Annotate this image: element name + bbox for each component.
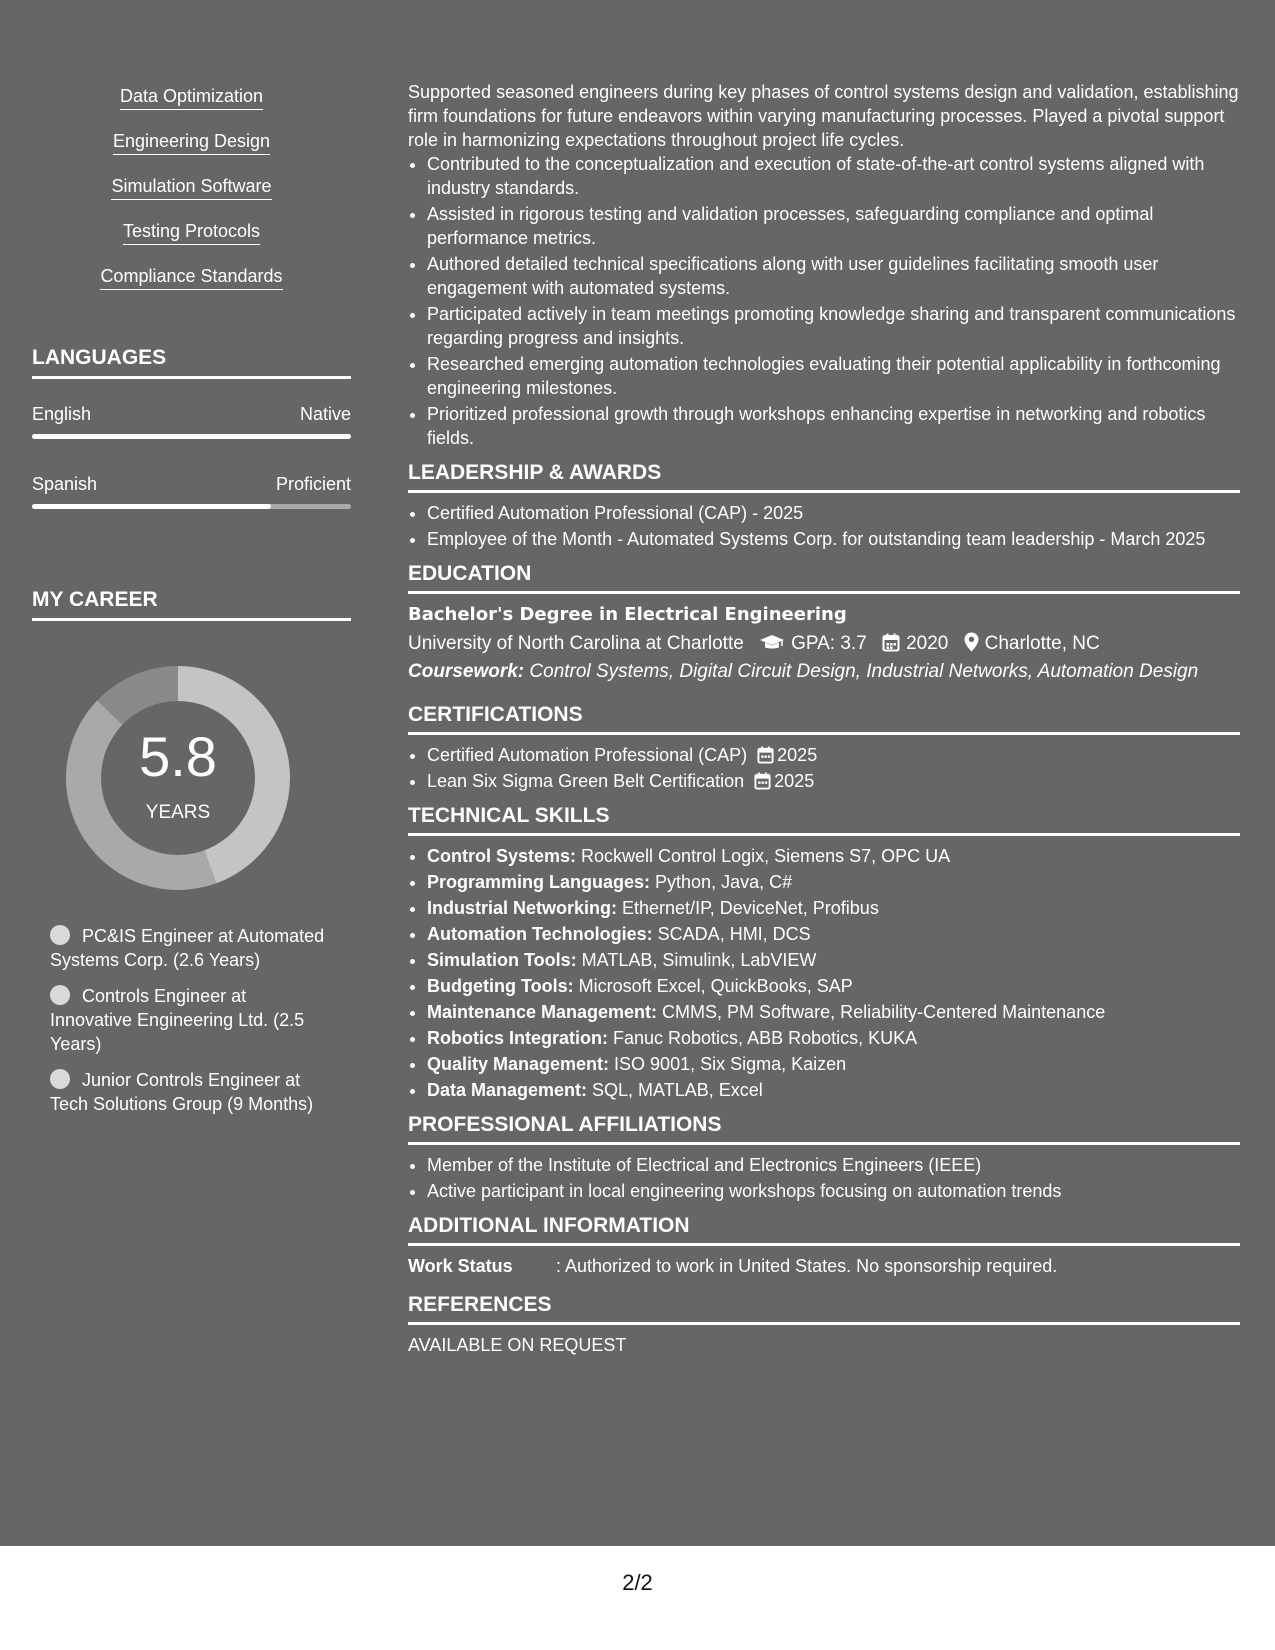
coursework xyxy=(408,660,1240,684)
skill-values: Ethernet/IP, DeviceNet, Profibus xyxy=(617,898,879,918)
career-list xyxy=(50,924,330,1128)
technical-skills-list xyxy=(408,844,1240,1102)
skill-values: Fanuc Robotics, ABB Robotics, KUKA xyxy=(608,1028,918,1048)
skill-item xyxy=(32,176,351,200)
map-pin-icon xyxy=(964,632,979,652)
leadership-list xyxy=(408,501,1240,551)
list-item xyxy=(427,743,1240,767)
list-item xyxy=(427,1026,1240,1050)
main-content xyxy=(408,80,1240,1357)
experience-bullets xyxy=(408,152,1240,450)
graduation-year: 2020 xyxy=(906,633,949,654)
skill-item xyxy=(32,266,351,290)
skill-values: SCADA, HMI, DCS xyxy=(652,924,811,944)
list-item xyxy=(427,844,1240,868)
list-item: • Authored detailed technical specifications along with user guidelines facilitating smooth user engagement with automated systems. xyxy=(427,252,1240,300)
cert-year: 2025 xyxy=(774,771,815,791)
work-status-row xyxy=(408,1254,1240,1278)
work-status-value: : Authorized to work in United States. No sponsorship required. xyxy=(556,1256,1058,1276)
skill-category: Maintenance Management: xyxy=(427,1002,658,1022)
list-item: • Active participant in local engineering workshops focusing on automation trends xyxy=(427,1179,1240,1203)
bullet-dot-icon xyxy=(50,925,70,945)
skill-label: Simulation Software xyxy=(111,176,271,200)
coursework-label: Coursework: xyxy=(408,661,525,682)
skill-category: Data Management: xyxy=(427,1080,588,1100)
skill-values: Python, Java, C# xyxy=(650,872,793,892)
education-details xyxy=(408,628,1240,660)
list-item: • Contributed to the conceptualization and execution of state-of-the-art control systems aligned with industry standards. xyxy=(427,152,1240,200)
language-proficiency-fill xyxy=(32,504,271,509)
work-status-label: Work Status xyxy=(408,1256,513,1276)
list-item: • Participated actively in team meetings promoting knowledge sharing and transparent communications regarding progress and insights. xyxy=(427,302,1240,350)
language-name: English xyxy=(32,404,92,424)
school-location: Charlotte, NC xyxy=(984,633,1100,654)
list-item xyxy=(427,870,1240,894)
section-title-technical-skills: TECHNICAL SKILLS xyxy=(408,803,1240,836)
career-item xyxy=(50,984,330,1056)
experience-summary: Supported seasoned engineers during key phases of control systems design and validation, establishing firm foundations for future endeavors within varying manufacturing processes. Played a pivotal support role in harmonizing expectations throughout project life cycles. xyxy=(408,82,1239,150)
career-unit: YEARS xyxy=(145,802,211,823)
cert-year: 2025 xyxy=(777,745,818,765)
bullet-dot-icon xyxy=(50,1069,70,1089)
list-item xyxy=(427,896,1240,920)
skill-label: Testing Protocols xyxy=(123,221,260,245)
career-item-text: Junior Controls Engineer at Tech Solutions Group (9 Months) xyxy=(50,1070,314,1114)
list-item: • Researched emerging automation technologies evaluating their potential applicability in forthcoming engineering milestones. xyxy=(427,352,1240,400)
skill-label: Data Optimization xyxy=(120,86,263,110)
coursework-text: Control Systems, Digital Circuit Design, Industrial Networks, Automation Design xyxy=(524,661,1199,682)
skill-category: Control Systems: xyxy=(427,846,577,866)
skill-values: ISO 9001, Six Sigma, Kaizen xyxy=(609,1054,847,1074)
list-item: • Assisted in rigorous testing and validation processes, safeguarding compliance and optimal performance metrics. xyxy=(427,202,1240,250)
career-donut-chart xyxy=(66,666,290,890)
language-row xyxy=(32,474,351,495)
skill-category: Simulation Tools: xyxy=(427,950,577,970)
list-item xyxy=(427,1078,1240,1102)
language-row xyxy=(32,404,351,425)
skill-category: Robotics Integration: xyxy=(427,1028,608,1048)
language-level: Proficient xyxy=(275,474,351,494)
list-item xyxy=(427,922,1240,946)
list-item: • Member of the Institute of Electrical and Electronics Engineers (IEEE) xyxy=(427,1153,1240,1177)
school-name: University of North Carolina at Charlotte xyxy=(408,633,744,654)
language-level: Native xyxy=(299,404,351,424)
list-item xyxy=(427,974,1240,998)
degree-title: Bachelor's Degree in Electrical Engineering xyxy=(408,604,847,625)
skill-values: MATLAB, Simulink, LabVIEW xyxy=(576,950,817,970)
list-item xyxy=(427,948,1240,972)
gpa: GPA: 3.7 xyxy=(791,633,867,654)
list-item xyxy=(427,1000,1240,1024)
list-item: • Certified Automation Professional (CAP) - 2025 xyxy=(427,501,1240,525)
skill-category: Quality Management: xyxy=(427,1054,610,1074)
language-proficiency-fill xyxy=(32,434,351,439)
graduation-cap-icon xyxy=(759,634,785,652)
skill-item xyxy=(32,221,351,245)
affiliations-list xyxy=(408,1153,1240,1203)
skill-label: Compliance Standards xyxy=(100,266,282,290)
list-item: • Employee of the Month - Automated Systems Corp. for outstanding team leadership - March 2025 xyxy=(427,527,1240,551)
languages-title: LANGUAGES xyxy=(32,346,351,379)
list-item xyxy=(427,1052,1240,1076)
cert-name: Lean Six Sigma Green Belt Certification xyxy=(427,771,745,791)
references-text: AVAILABLE ON REQUEST xyxy=(408,1335,627,1355)
career-title: MY CAREER xyxy=(32,588,351,621)
skill-values: Microsoft Excel, QuickBooks, SAP xyxy=(573,976,853,996)
skill-category: Budgeting Tools: xyxy=(427,976,574,996)
skill-values: Rockwell Control Logix, Siemens S7, OPC UA xyxy=(576,846,951,866)
career-item-text: PC&IS Engineer at Automated Systems Corp. (2.6 Years) xyxy=(50,926,325,970)
section-title-leadership: LEADERSHIP & AWARDS xyxy=(408,460,1240,493)
section-title-references: REFERENCES xyxy=(408,1292,1240,1325)
calendar-icon xyxy=(757,746,774,764)
career-item xyxy=(50,924,330,972)
skill-item xyxy=(32,131,351,155)
skill-item xyxy=(32,86,351,110)
language-name: Spanish xyxy=(32,474,98,494)
certifications-list xyxy=(408,743,1240,793)
skill-values: SQL, MATLAB, Excel xyxy=(587,1080,763,1100)
career-total: 5.8 xyxy=(139,725,217,788)
language-proficiency-bar xyxy=(32,504,351,509)
list-item xyxy=(427,769,1240,793)
skill-values: CMMS, PM Software, Reliability-Centered Maintenance xyxy=(657,1002,1106,1022)
page-number: 2/2 xyxy=(622,1570,653,1595)
calendar-icon xyxy=(754,772,771,790)
skill-category: Programming Languages: xyxy=(427,872,651,892)
skill-category: Automation Technologies: xyxy=(427,924,653,944)
cert-name: Certified Automation Professional (CAP) xyxy=(427,745,748,765)
language-proficiency-bar xyxy=(32,434,351,439)
section-title-affiliations: PROFESSIONAL AFFILIATIONS xyxy=(408,1112,1240,1145)
bullet-dot-icon xyxy=(50,985,70,1005)
calendar-icon xyxy=(882,633,900,652)
section-title-additional-information: ADDITIONAL INFORMATION xyxy=(408,1213,1240,1246)
skill-category: Industrial Networking: xyxy=(427,898,618,918)
section-title-certifications: CERTIFICATIONS xyxy=(408,702,1240,735)
skill-label: Engineering Design xyxy=(113,131,270,155)
career-item xyxy=(50,1068,330,1116)
list-item: • Prioritized professional growth through workshops enhancing expertise in networking and robotics fields. xyxy=(427,402,1240,450)
section-title-education: EDUCATION xyxy=(408,561,1240,594)
career-item-text: Controls Engineer at Innovative Engineering Ltd. (2.5 Years) xyxy=(50,986,305,1054)
